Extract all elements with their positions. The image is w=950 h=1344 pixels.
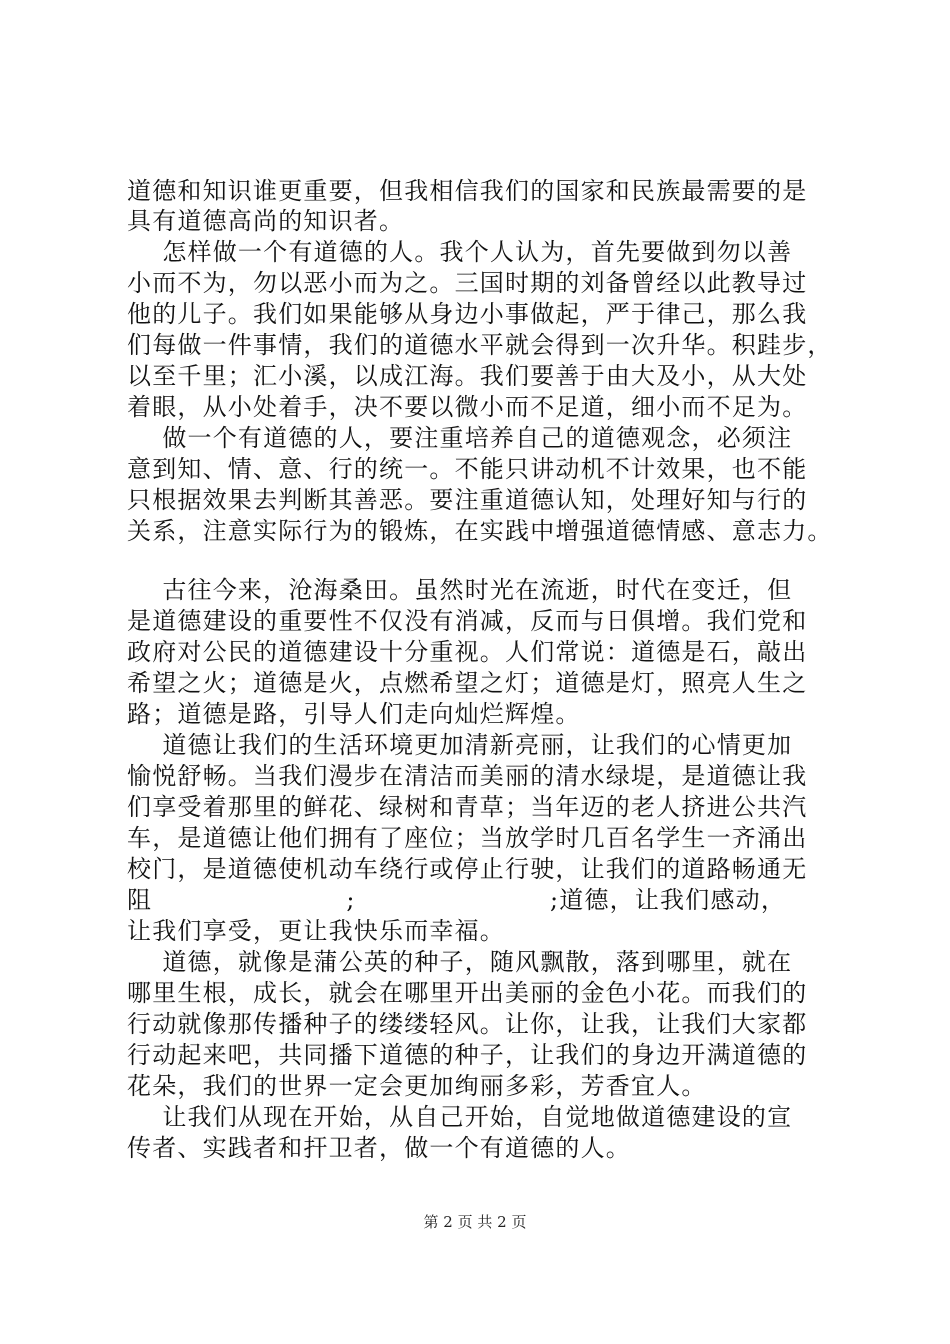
text-line: 路；道德是路，引导人们走向灿烂辉煌。 [127, 700, 581, 728]
text-line: 道德让我们的生活环境更加清新亮丽，让我们的心情更加 [127, 731, 793, 759]
text-line: 做一个有道德的人，要注重培养自己的道德观念，必须注 [127, 424, 793, 452]
page-number-label: 第 2 页 共 2 页 [423, 1213, 527, 1231]
text-line: 们每做一件事情，我们的道德水平就会得到一次升华。积跬步， [127, 331, 833, 359]
text-line: 意到知、情、意、行的统一。不能只讲动机不计效果，也不能 [127, 455, 808, 483]
text-line: 传者、实践者和扞卫者，做一个有道德的人。 [127, 1134, 631, 1162]
text-line: 愉悦舒畅。当我们漫步在清洁而美丽的清水绿堤，是道德让我 [127, 762, 808, 790]
text-line: 古往今来，沧海桑田。虽然时光在流逝，时代在变迁，但 [127, 576, 793, 604]
text-line: 以至千里；汇小溪，以成江海。我们要善于由大及小，从大处 [127, 362, 808, 390]
text-line: 让我们从现在开始，从自己开始，自觉地做道德建设的宣 [127, 1103, 793, 1131]
text-line: 小而不为，勿以恶小而为之。三国时期的刘备曾经以此教导过 [127, 269, 808, 297]
text-line: 具有道德高尚的知识者。 [127, 207, 405, 235]
text-line: 阻 ; ;道德，让我们感动， [127, 886, 787, 914]
text-line: 行动起来吧，共同播下道德的种子，让我们的身边开满道德的 [127, 1041, 808, 1069]
text-line: 怎样做一个有道德的人。我个人认为，首先要做到勿以善 [127, 238, 793, 266]
text-line: 是道德建设的重要性不仅没有消减，反而与日俱增。我们党和 [127, 607, 808, 635]
text-line: 花朵，我们的世界一定会更加绚丽多彩，芳香宜人。 [127, 1072, 707, 1100]
text-line: 让我们享受，更让我快乐而幸福。 [127, 917, 505, 945]
text-line: 道德，就像是蒲公英的种子，随风飘散，落到哪里，就在 [127, 948, 793, 976]
text-line: 哪里生根，成长，就会在哪里开出美丽的金色小花。而我们的 [127, 979, 808, 1007]
text-line: 只根据效果去判断其善恶。要注重道德认知，处理好知与行的 [127, 486, 808, 514]
text-line: 关系，注意实际行为的锻炼，在实践中增强道德情感、意志力。 [127, 517, 833, 545]
text-line: 校门，是道德使机动车绕行或停止行驶，让我们的道路畅通无 [127, 855, 808, 883]
text-line: 车，是道德让他们拥有了座位；当放学时几百名学生一齐涌出 [127, 824, 808, 852]
text-line: 他的儿子。我们如果能够从身边小事做起，严于律己，那么我 [127, 300, 808, 328]
text-line: 道德和知识谁更重要，但我相信我们的国家和民族最需要的是 [127, 177, 808, 205]
text-line: 着眼，从小处着手，决不要以微小而不足道，细小而不足为。 [127, 393, 808, 421]
text-line: 希望之火；道德是火，点燃希望之灯；道德是灯，照亮人生之 [127, 669, 808, 697]
text-line: 们享受着那里的鲜花、绿树和青草；当年迈的老人挤进公共汽 [127, 793, 808, 821]
text-line: 行动就像那传播种子的缕缕轻风。让你，让我，让我们大家都 [127, 1010, 808, 1038]
page-footer [0, 1212, 950, 1232]
text-line: 政府对公民的道德建设十分重视。人们常说：道德是石，敲出 [127, 638, 808, 666]
